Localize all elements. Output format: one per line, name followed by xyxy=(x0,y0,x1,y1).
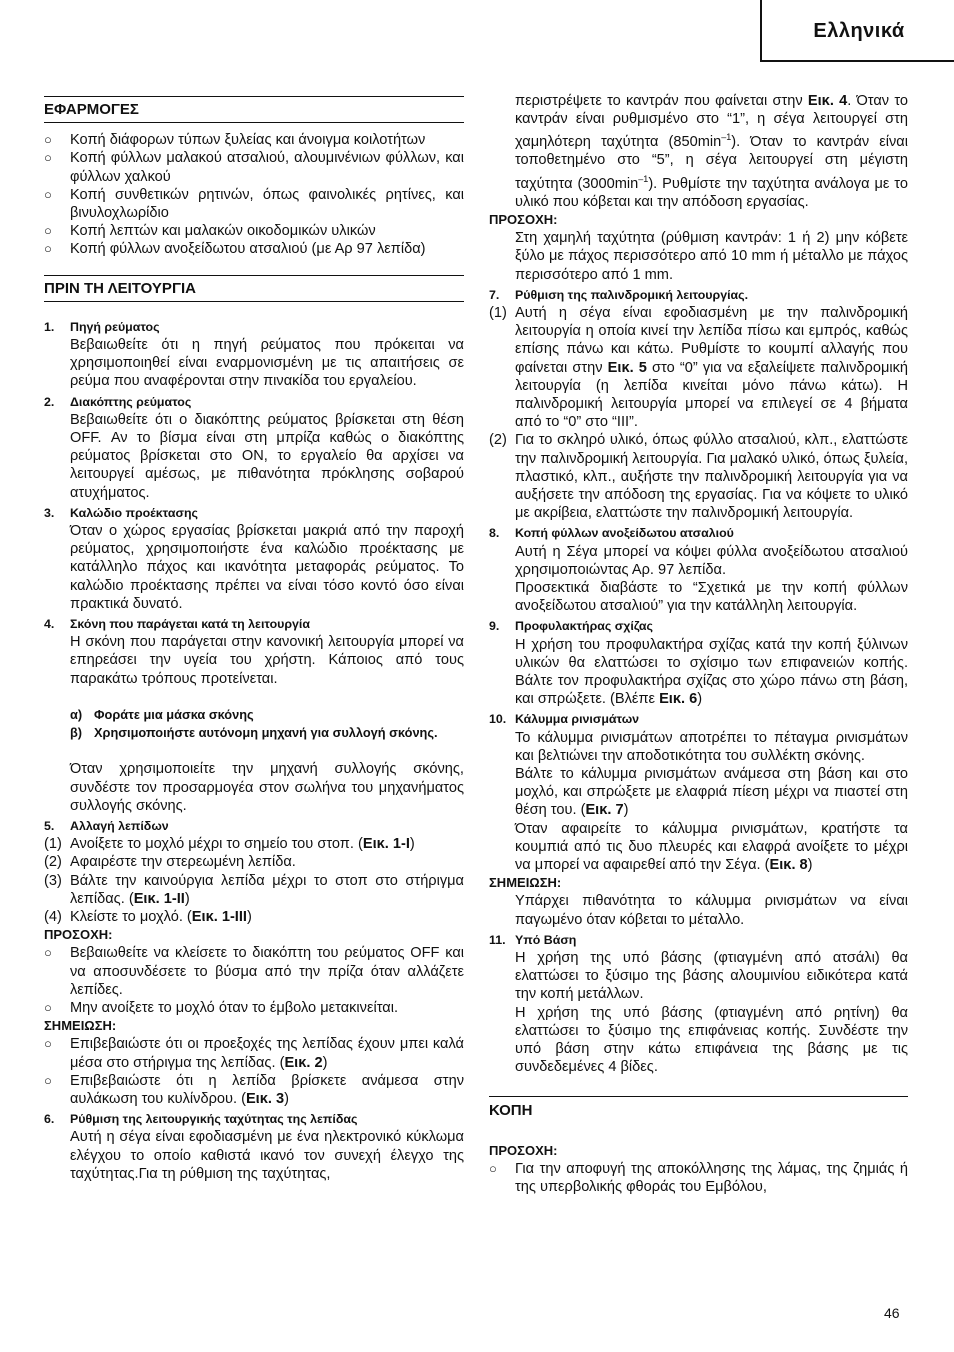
item-title: 8. Κοπή φύλλων ανοξείδωτου ατσαλιού xyxy=(489,526,734,541)
step: (1) Ανοίξετε το μοχλό μέχρι το σημείο του στοπ. (Εικ. 1-I) xyxy=(44,836,415,853)
item-title: 9. Προφυλακτήρας σχίζας xyxy=(489,619,653,634)
before-operation-heading: ΠΡΙΝ ΤΗ ΛΕΙΤΟΥΡΓΙΑ xyxy=(44,275,464,302)
list-item: ○ Επιβεβαιώστε ότι η λεπίδα βρίσκετε ανάμεσα στην αυλάκωση του κυλίνδρου. (Εικ. 3) xyxy=(44,1072,464,1107)
applications-list xyxy=(44,131,464,258)
step: (2) Για το σκληρό υλικό, όπως φύλλο ατσαλιού, κλπ., ελαττώστε την παλινδρομική λειτουργία. Για μαλακό υλικό, όπως ξυλεία, πλαστικό, κλπ., αυξήστε την παλινδρομική λειτουργία για να αυξήσετε την απόδοση της εργασίας. Για να κόψετε το υλικό με ακρίβεια, ελαττώστε την παλινδρομική λειτουργία. xyxy=(489,432,908,522)
item-title: 6. Ρύθμιση της λειτουργικής ταχύτητας της λεπίδας xyxy=(44,1112,358,1127)
item-text: Αυτή η Σέγα μπορεί να κόψει φύλλα ανοξείδωτου ατσαλιού χρησιμοποιώντας Αρ. 97 λεπίδα. xyxy=(515,543,908,578)
circle-bullet-icon: ○ xyxy=(44,1072,52,1088)
list-item: ○ Επιβεβαιώστε ότι οι προεξοχές της λεπίδας έχουν μπει καλά μέσα στο στήριγμα της λεπίδας. (Εικ. 2) xyxy=(44,1036,464,1071)
caution-label: ΠΡΟΣΟΧΗ: xyxy=(44,927,113,943)
sub-item: α) Φοράτε μια μάσκα σκόνης xyxy=(70,706,254,722)
list-item: ○ Για την αποφυγή της αποκόλλησης της λάμας, της ζημιάς ή της υπερβολικής φθοράς του Εμβόλου, xyxy=(489,1160,908,1196)
step: (2) Αφαιρέστε την στερεωμένη λεπίδα. xyxy=(44,854,296,871)
item-text: Το κάλυμμα ρινισμάτων αποτρέπει το πέταγμα ρινισμάτων και βελτιώνει την αποδοτικότητα του συλλέκτη σκόνης. xyxy=(515,729,908,764)
circle-bullet-icon: ○ xyxy=(489,1160,497,1176)
item-text: Στη χαμηλή ταχύτητα (ρύθμιση καντράν: 1 ή 2) μην κόβετε ξύλο με πάχος περισσότερο από 10 mm ή μέταλλο με πάχος περισσότερο από 1 mm. xyxy=(515,230,908,283)
caution-label: ΠΡΟΣΟΧΗ: xyxy=(489,211,558,227)
circle-bullet-icon: ○ xyxy=(44,999,52,1015)
item-title: 5. Αλλαγή λεπίδων xyxy=(44,818,169,833)
list-item: ○ Κοπή φύλλων ανοξείδωτου ατσαλιού (με Αρ 97 λεπίδα) xyxy=(44,241,426,258)
item-title: 1. Πηγή ρεύματος xyxy=(44,319,160,334)
circle-bullet-icon: ○ xyxy=(44,241,52,257)
page-number: 46 xyxy=(884,1305,900,1321)
circle-bullet-icon: ○ xyxy=(44,945,52,961)
item-text: Υπάρχει πιθανότητα το κάλυμμα ρινισμάτων να είναι παγωμένο όταν κόβεται το μέταλλο. xyxy=(515,893,908,928)
item-text: Η χρήση του προφυλακτήρα σχίζας κατά την κοπή ξύλινων υλικών θα ελαττώσει το σχίσιμο των επιφανειών κοπής. Βάλτε τον προφυλακτήρα σχίζας στο χώρο πάνω στη βάση, και σπρώξετε. (Βλέπε Εικ. 6) xyxy=(515,636,908,708)
circle-bullet-icon: ○ xyxy=(44,150,52,166)
sub-item: β) Χρησιμοποιήστε αυτόνομη μηχανή για συλλογή σκόνης. xyxy=(70,725,438,741)
step: (4) Κλείστε το μοχλό. (Εικ. 1-III) xyxy=(44,908,252,925)
applications-heading: ΕΦΑΡΜΟΓΕΣ xyxy=(44,96,464,123)
list-item: ○ Κοπή φύλλων μαλακού ατσαλιού, αλουμινένιων φύλλων, και φύλλων χαλκού xyxy=(44,150,464,185)
list-item: ○ Κοπή συνθετικών ρητινών, όπως φαινολικές ρητίνες, και βινυλοχλωρίδιο xyxy=(44,186,464,222)
item-text: Προσεκτικά διαβάστε το “Σχετικά με την κοπή φύλλων ανοξείδωτου ατσαλιού” για την κατάλληλη λειτουργία. xyxy=(515,580,908,615)
left-column xyxy=(44,96,464,1183)
item-text: Η χρήση της υπό βάσης (φτιαγμένη από ατσάλι) θα ελαττώσει το ξύσιμο της βάσης αλουμινίου ειδικότερα κατά την κοπή μετάλλων. xyxy=(515,950,908,1003)
item-title: 7. Ρύθμιση της παλινδρομική λειτουργίας. xyxy=(489,287,749,302)
item-text: Η χρήση της υπό βάσης (φτιαγμένη από ρητίνη) θα ελαττώσει το ξύσιμο της επιφάνειας κοπής. Συνδέστε την υπό βάση στην κάτω επιφάνεια της βάσης με τις συνδεδεμένες 4 βίδες. xyxy=(515,1004,908,1076)
item-title: 11. Υπό Βάση xyxy=(489,932,577,947)
note-label: ΣΗΜΕΙΩΣΗ: xyxy=(489,875,562,891)
item-title: 10. Κάλυμμα ρινισμάτων xyxy=(489,712,640,727)
right-column xyxy=(489,92,908,1196)
language-label: Ελληνικά xyxy=(813,19,905,42)
circle-bullet-icon: ○ xyxy=(44,1036,52,1052)
circle-bullet-icon: ○ xyxy=(44,223,52,239)
item-text: Η σκόνη που παράγεται στην κανονική λειτουργία μπορεί να επηρεάσει την υγεία του χρήστη. Κάποιος από τους παρακάτω τρόπους προτείνεται. xyxy=(70,634,464,687)
item-title: 4. Σκόνη που παράγεται κατά τη λειτουργία xyxy=(44,617,310,632)
item-text: Όταν αφαιρείτε το κάλυμμα ρινισμάτων, κρατήστε τα κουμπιά από τις δυο πλευρές και ελαφρά ανοίξετε το μέχρι να μπορεί να αφαιρεθεί από την Σέγα. (Εικ. 8) xyxy=(515,820,908,874)
circle-bullet-icon: ○ xyxy=(44,132,52,148)
language-tab xyxy=(760,0,954,62)
item-text: Όταν ο χώρος εργασίας βρίσκεται μακριά από την παροχή ρεύματος, χρησιμοποιήστε ένα καλώδιο προέκτασης με κατάλληλο πάχος και ικανότητα μεταφοράς ρεύματος. Το καλώδιο προέκτασης πρέπει να είναι τόσο κοντό όσο είναι πρακτικά δυνατό. xyxy=(70,523,464,612)
note-label: ΣΗΜΕΙΩΣΗ: xyxy=(44,1018,117,1034)
item-text: Όταν χρησιμοποιείτε την μηχανή συλλογής σκόνης, συνδέστε τον προσαρμογέα στον σωλήνα του μηχανήματος συλλογής σκόνης. xyxy=(70,761,464,814)
item-text: περιστρέψετε το καντράν που φαίνεται στην Εικ. 4. Όταν το καντράν είναι ρυθμισμένο στο “1”, η σέγα λειτουργεί στη χαμηλότερη ταχύτητα $(850\min^{-1})$. Όταν το καντράν είναι τοποθετημένο στο “5”, η σέγα λειτουργεί στη μέγιστη ταχύτητα $(3000\min^{-1})$. Ρυθμίστε την ταχύτητα ανάλογα με το υλικό που κόβεται και την απόδοση εργασίας. xyxy=(515,93,908,210)
item-title: 2. Διακόπτης ρεύματος xyxy=(44,394,192,409)
list-item: ○ Μην ανοίξετε το μοχλό όταν το έμβολο μετακινείται. xyxy=(44,999,399,1016)
list-item: ○ Βεβαιωθείτε να κλείσετε το διακόπτη του ρεύματος OFF και να αποσυνδέσετε το βύσμα από την πρίζα όταν αλλάζετε λεπίδες. xyxy=(44,945,464,998)
caution-label: ΠΡΟΣΟΧΗ: xyxy=(489,1142,558,1158)
item-title: 3. Καλώδιο προέκτασης xyxy=(44,505,198,520)
circle-bullet-icon: ○ xyxy=(44,186,52,202)
step: (1) Αυτή η σέγα είναι εφοδιασμένη με την παλινδρομική λειτουργία η οποία κινεί την λεπίδα πίσω και εμπρός, καθώς επίσης πάνω και κάτω. Ρυθμίστε το κουμπί αλλαγής που φαίνεται στην Εικ. 5 στο “0” για να εξαλείψετε παλινδρομική λειτουργία (η λεπίδα κινείται μόνο πάνω κάτω). Η παλινδρομική λειτουργία μπορεί να επιλεγεί σε 4 βήματα από το “0” στο “III”. xyxy=(489,304,909,431)
list-item: ○ Κοπή διάφορων τύπων ξυλείας και άνοιγμα κοιλοτήτων xyxy=(44,132,426,149)
item-text: Βεβαιωθείτε ότι ο διακόπτης ρεύματος βρίσκεται στη θέση OFF. Αν το βίσμα είναι στη μπρίζα καθώς ο διακόπτης ρεύματος βρίσκεται στο ON, το εργαλείο θα αρχίσει να λειτουργεί αμέσως, με πιθανότητα πρόκλησης σοβαρού ατυχήματος. xyxy=(70,411,464,501)
item-text: Βάλτε το κάλυμμα ρινισμάτων ανάμεσα στη βάση και στο μοχλό, και σπρώξετε με ελαφριά πίεση μέχρι να πιαστεί στη θέση του. (Εικ. 7) xyxy=(515,766,908,819)
cutting-heading: ΚΟΠΗ xyxy=(489,1096,908,1123)
list-item: ○ Κοπή λεπτών και μαλακών οικοδομικών υλικών xyxy=(44,223,376,240)
item-text: Βεβαιωθείτε ότι η πηγή ρεύματος που πρόκειται να χρησιμοποιηθεί είναι εναρμονισμένη με τις απαιτήσεις σε ρεύμα που αναφέρονται στην πινακίδα του εργαλείου. xyxy=(70,337,464,390)
step: (3) Βάλτε την καινούργια λεπίδα μέχρι το στοπ στο στήριγμα λεπίδας. (Εικ. 1-II) xyxy=(44,872,464,907)
item-text: Αυτή η σέγα είναι εφοδιασμένη με ένα ηλεκτρονικό κύκλωμα ελέγχου το οποίο καθιστά ικανό τον συνεχή έλεγχο της ταχύτητας.Για τη ρύθμιση της ταχύτητας, xyxy=(70,1129,464,1182)
